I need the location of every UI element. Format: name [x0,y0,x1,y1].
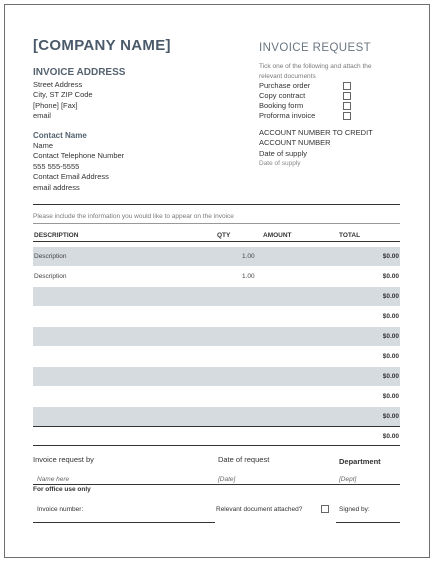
office-use-label: For office use only [33,486,91,493]
street-address: Street Address [33,80,83,89]
header-amount: AMOUNT [263,232,292,239]
table-row[interactable]: $0.00 [33,327,400,346]
table-row[interactable]: $0.00 [382,353,399,360]
checkbox[interactable] [343,82,351,90]
signed-by-line [336,522,400,523]
table-row[interactable]: Description 1.00 $0.00 [33,247,400,266]
tick-instruction: Tick one of the following and attach the relevant documents [259,63,372,80]
table-row[interactable]: $0.00 [33,367,400,386]
requested-by-label: Invoice request by [33,455,94,464]
option-copy-contract[interactable]: Copy contract [259,91,359,101]
contact-phone-label: Contact Telephone Number [33,151,125,161]
account-block [259,128,373,170]
table-row[interactable]: $0.00 [382,393,399,400]
total-rule [33,445,400,446]
date-of-supply: Date of supply [259,148,307,158]
signature-line [33,484,400,485]
option-proforma-invoice[interactable]: Proforma invoice [259,111,359,121]
invoice-address-heading: INVOICE ADDRESS [33,67,126,78]
checkbox[interactable] [343,112,351,120]
option-booking-form[interactable]: Booking form [259,101,359,111]
invoice-address-block [33,80,93,122]
header-rule [33,241,400,242]
checkbox[interactable] [343,102,351,110]
checkbox[interactable] [343,92,351,100]
header-qty: QTY [217,232,231,239]
table-row[interactable]: Description 1.00 $0.00 [34,273,399,280]
relevant-document-label: Relevant document attached? [216,506,303,513]
contact-email-label: Contact Email Address [33,172,109,182]
table-row[interactable]: $0.00 [382,433,399,440]
invoice-number-label: Invoice number: [37,506,84,513]
department-label: Department [339,457,381,466]
contact-email: email address [33,182,80,192]
table-row[interactable]: $0.00 [33,287,400,306]
option-purchase-order[interactable]: Purchase order [259,81,359,91]
date-of-supply-hint: Date of supply [259,160,301,168]
invoice-number-line [33,522,215,523]
phone-fax: [Phone] [Fax] [33,100,78,110]
city-state-zip: City, ST ZIP Code [33,90,93,100]
contact-heading: Contact Name [33,131,87,140]
header-description: DESCRIPTION [34,232,79,239]
header-total: TOTAL [339,232,361,239]
email: email [33,111,51,121]
table-bottom-rule [33,426,400,427]
relevant-document-checkbox[interactable] [321,505,329,513]
date-field[interactable]: [Date] [218,476,236,483]
contact-phone: 555 555-5555 [33,161,80,171]
signed-by-label: Signed by: [339,506,370,513]
table-row[interactable]: $0.00 [33,407,400,426]
invoice-request-title: INVOICE REQUEST [259,42,372,54]
name-field[interactable]: Name here [37,476,70,483]
contact-name: Name [33,141,54,150]
table-note: Please include the information you would like to appear on the invoice [33,213,234,220]
divider [33,223,400,224]
department-field[interactable]: [Dept] [339,476,357,483]
account-number: ACCOUNT NUMBER [259,138,331,148]
table-row[interactable]: $0.00 [382,313,399,320]
company-name: [COMPANY NAME] [33,37,171,54]
divider [33,204,400,205]
account-number-to-credit: ACCOUNT NUMBER TO CREDIT [259,128,373,137]
date-of-request-label: Date of request [218,455,270,464]
contact-block [33,141,124,193]
